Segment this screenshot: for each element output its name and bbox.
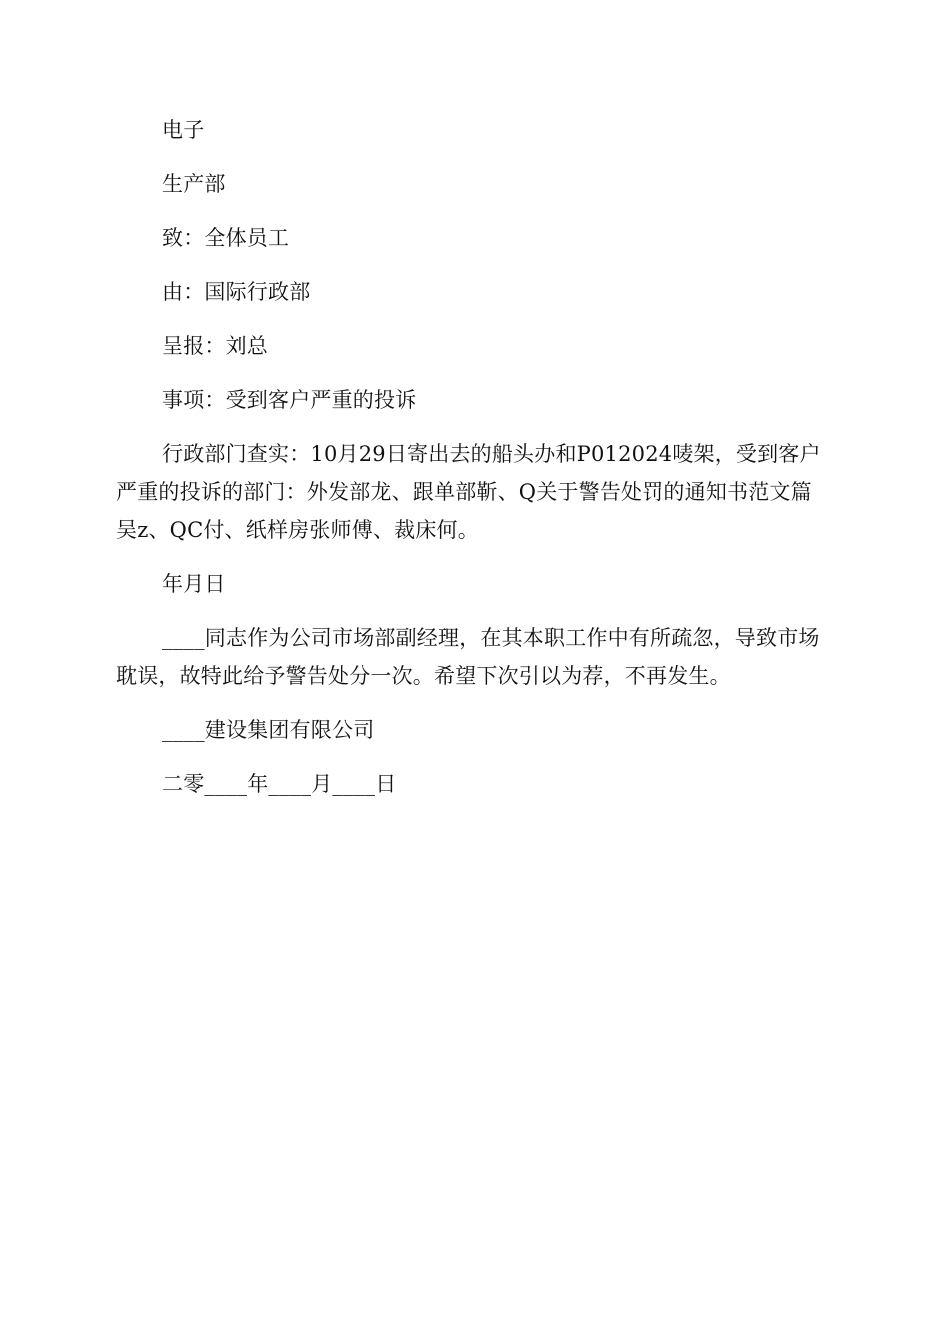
company-signature-line: ____建设集团有限公司 bbox=[162, 718, 375, 742]
complaint-paragraph: 行政部门查实：10月29日寄出去的船头办和P012024唛架，受到客户严重的投诉的部门：外发部龙、跟单部靳、Q关于警告处罚的通知书范文篇吴z、QC付、纸样房张师傅、裁床何。 bbox=[116, 442, 821, 542]
memo-report-to-line: 呈报：刘总 bbox=[162, 334, 268, 358]
signature-date-line: 二零____年____月____日 bbox=[162, 772, 397, 796]
heading-production-dept: 生产部 bbox=[162, 172, 226, 196]
memo-to-line: 致：全体员工 bbox=[162, 226, 290, 250]
date-placeholder-line: 年月日 bbox=[162, 572, 226, 596]
heading-electronic: 电子 bbox=[162, 118, 205, 142]
document-body bbox=[116, 111, 832, 819]
memo-from-line: 由：国际行政部 bbox=[162, 280, 311, 304]
memo-subject-line: 事项：受到客户严重的投诉 bbox=[162, 388, 417, 412]
warning-paragraph: ____同志作为公司市场部副经理，在其本职工作中有所疏忽，导致市场耽误，故特此给予警告处分一次。希望下次引以为荐，不再发生。 bbox=[116, 626, 820, 688]
